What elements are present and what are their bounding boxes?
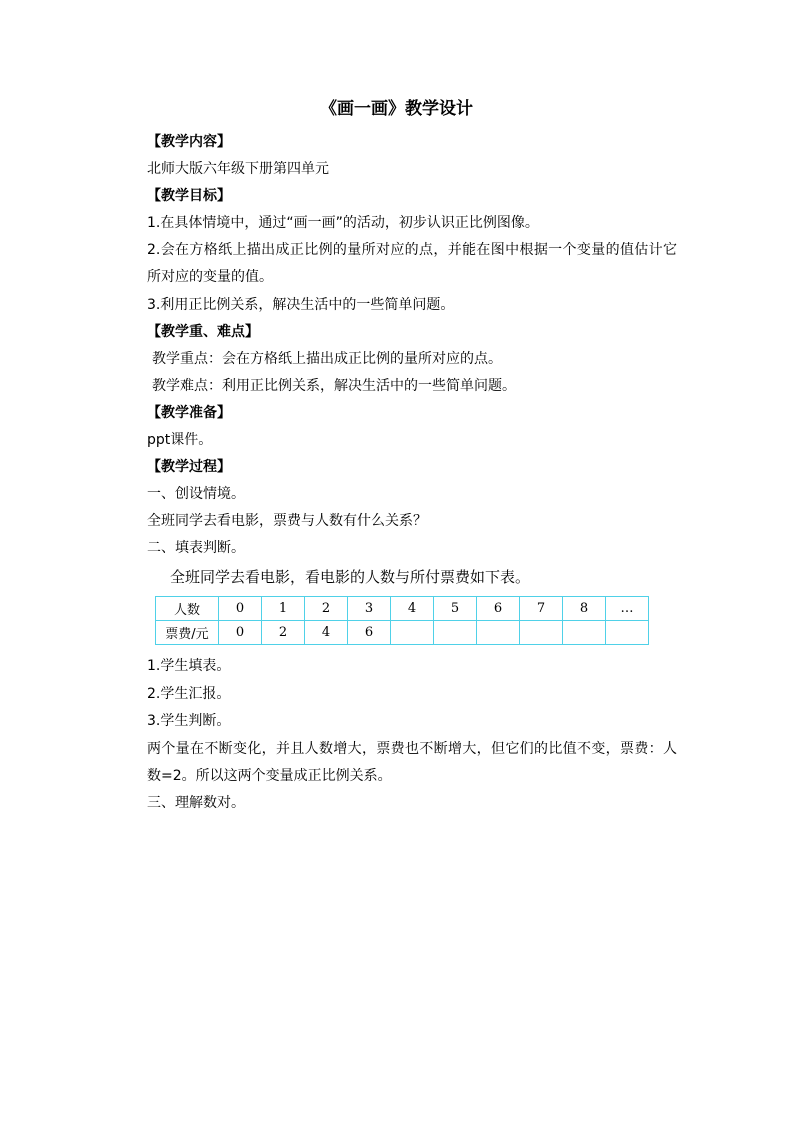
ticket-table — [155, 596, 649, 645]
table-cell: 1 — [262, 597, 305, 621]
sub-step-1: 1.学生填表。 — [147, 658, 231, 674]
table-cell: 4 — [391, 597, 434, 621]
table-cell: 8 — [563, 597, 606, 621]
table-cell: 2 — [305, 597, 348, 621]
preparation-text: ppt课件。 — [147, 432, 213, 448]
table-cell: 0 — [219, 621, 262, 645]
table-cell — [606, 621, 649, 645]
row-label-fee: 票费/元 — [156, 621, 219, 645]
table-cell: 5 — [434, 597, 477, 621]
table-cell — [434, 621, 477, 645]
table-cell: 2 — [262, 621, 305, 645]
table-cell: 6 — [477, 597, 520, 621]
table-cell — [520, 621, 563, 645]
heading-teaching-content: 【教学内容】 — [147, 134, 231, 150]
table-cell: 3 — [348, 597, 391, 621]
goal-1: 1.在具体情境中，通过“画一画”的活动，初步认识正比例图像。 — [147, 215, 539, 231]
row-label-people: 人数 — [156, 597, 219, 621]
goal-2: 2.会在方格纸上描出成正比例的量所对应的点，并能在图中根据一个变量的值估计它所对应的变量的值。 — [147, 242, 677, 285]
table-row-people — [156, 597, 649, 621]
step-3-title: 三、理解数对。 — [147, 795, 245, 811]
table-cell: 4 — [305, 621, 348, 645]
table-cell: 0 — [219, 597, 262, 621]
table-cell: 7 — [520, 597, 563, 621]
sub-step-3: 3.学生判断。 — [147, 713, 231, 729]
heading-teaching-goals: 【教学目标】 — [147, 188, 231, 204]
heading-preparation: 【教学准备】 — [147, 405, 231, 421]
table-cell: … — [606, 597, 649, 621]
table-cell: 6 — [348, 621, 391, 645]
heading-process: 【教学过程】 — [147, 459, 231, 475]
document-title: 《画一画》教学设计 — [320, 99, 473, 119]
table-row-fee — [156, 621, 649, 645]
difficult-point: 教学难点：利用正比例关系，解决生活中的一些简单问题。 — [152, 378, 516, 394]
table-cell — [477, 621, 520, 645]
sub-step-2: 2.学生汇报。 — [147, 686, 231, 702]
step-2-title: 二、填表判断。 — [147, 540, 245, 556]
table-intro: 全班同学去看电影，看电影的人数与所付票费如下表。 — [170, 568, 531, 586]
step-1-text: 全班同学去看电影，票费与人数有什么关系？ — [147, 513, 427, 529]
conclusion-text: 两个量在不断变化，并且人数增大，票费也不断增大，但它们的比值不变，票费：人数=2。所以这两个变量成正比例关系。 — [147, 741, 677, 784]
teaching-content-text: 北师大版六年级下册第四单元 — [147, 161, 329, 177]
key-point: 教学重点：会在方格纸上描出成正比例的量所对应的点。 — [152, 351, 502, 367]
step-1-title: 一、创设情境。 — [147, 486, 245, 502]
table-cell — [391, 621, 434, 645]
table-cell — [563, 621, 606, 645]
heading-key-points: 【教学重、难点】 — [147, 324, 259, 340]
goal-3: 3.利用正比例关系，解决生活中的一些简单问题。 — [147, 297, 455, 313]
